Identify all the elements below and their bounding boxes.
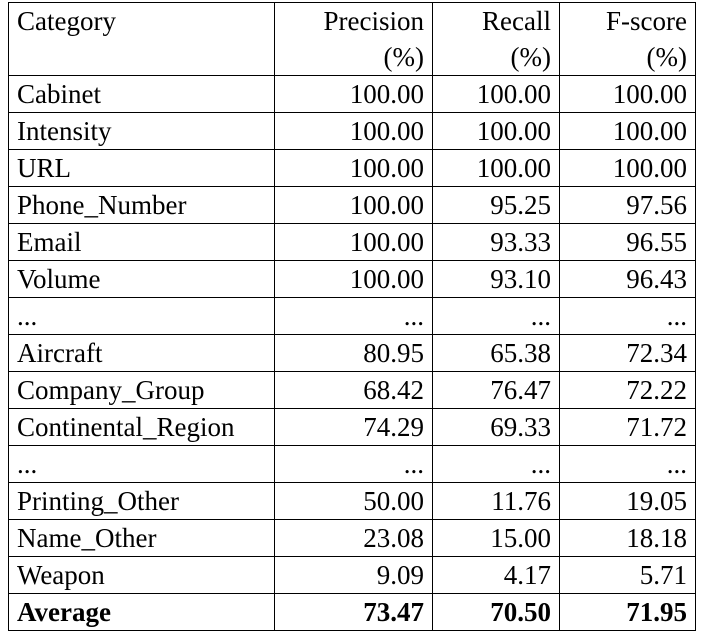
average-row bbox=[9, 594, 696, 631]
cell-fscore: 97.56 bbox=[560, 187, 696, 224]
cell-category: Name_Other bbox=[9, 520, 275, 557]
cell-category: Intensity bbox=[9, 113, 275, 150]
cell-category: Email bbox=[9, 224, 275, 261]
cell-fscore: ... bbox=[560, 446, 696, 483]
table-row bbox=[9, 520, 696, 557]
cell-recall: 93.33 bbox=[433, 224, 560, 261]
cell-precision: 80.95 bbox=[275, 335, 433, 372]
table-row bbox=[9, 372, 696, 409]
table-row bbox=[9, 224, 696, 261]
header-precision bbox=[275, 3, 433, 76]
table-row bbox=[9, 113, 696, 150]
average-recall: 70.50 bbox=[433, 594, 560, 631]
table-body bbox=[9, 76, 696, 594]
cell-fscore: 71.72 bbox=[560, 409, 696, 446]
table-row bbox=[9, 261, 696, 298]
average-label: Average bbox=[9, 594, 275, 631]
cell-recall: 100.00 bbox=[433, 113, 560, 150]
cell-precision: 9.09 bbox=[275, 557, 433, 594]
table-row bbox=[9, 187, 696, 224]
cell-fscore: 96.43 bbox=[560, 261, 696, 298]
cell-precision: ... bbox=[275, 298, 433, 335]
header-fscore-unit: (%) bbox=[646, 42, 687, 72]
cell-precision: 100.00 bbox=[275, 187, 433, 224]
cell-recall: 65.38 bbox=[433, 335, 560, 372]
cell-category: Aircraft bbox=[9, 335, 275, 372]
cell-recall: 95.25 bbox=[433, 187, 560, 224]
cell-fscore: 96.55 bbox=[560, 224, 696, 261]
table-row bbox=[9, 557, 696, 594]
cell-precision: 100.00 bbox=[275, 224, 433, 261]
cell-fscore: 5.71 bbox=[560, 557, 696, 594]
cell-precision: 50.00 bbox=[275, 483, 433, 520]
cell-fscore: 18.18 bbox=[560, 520, 696, 557]
table-row bbox=[9, 335, 696, 372]
cell-precision: 100.00 bbox=[275, 261, 433, 298]
table-row bbox=[9, 483, 696, 520]
cell-recall: 93.10 bbox=[433, 261, 560, 298]
cell-recall: 100.00 bbox=[433, 150, 560, 187]
table-row bbox=[9, 409, 696, 446]
table-row bbox=[9, 446, 696, 483]
cell-recall: 69.33 bbox=[433, 409, 560, 446]
cell-recall: 4.17 bbox=[433, 557, 560, 594]
header-precision-unit: (%) bbox=[383, 42, 424, 72]
cell-recall: 11.76 bbox=[433, 483, 560, 520]
cell-category: Cabinet bbox=[9, 76, 275, 113]
header-recall bbox=[433, 3, 560, 76]
cell-category: Company_Group bbox=[9, 372, 275, 409]
cell-precision: 100.00 bbox=[275, 76, 433, 113]
cell-fscore: 100.00 bbox=[560, 76, 696, 113]
table-row bbox=[9, 150, 696, 187]
average-fscore: 71.95 bbox=[560, 594, 696, 631]
cell-category: Volume bbox=[9, 261, 275, 298]
cell-category: Printing_Other bbox=[9, 483, 275, 520]
header-category: Category bbox=[9, 3, 275, 76]
header-fscore-label: F-score bbox=[606, 6, 687, 36]
cell-precision: 68.42 bbox=[275, 372, 433, 409]
cell-category: Continental_Region bbox=[9, 409, 275, 446]
header-recall-label: Recall bbox=[482, 6, 551, 36]
header-precision-label: Precision bbox=[323, 6, 424, 36]
table-row bbox=[9, 298, 696, 335]
header-fscore bbox=[560, 3, 696, 76]
cell-category: Phone_Number bbox=[9, 187, 275, 224]
cell-precision: 74.29 bbox=[275, 409, 433, 446]
cell-precision: 100.00 bbox=[275, 150, 433, 187]
cell-precision: 100.00 bbox=[275, 113, 433, 150]
cell-fscore: 19.05 bbox=[560, 483, 696, 520]
results-table bbox=[8, 2, 696, 631]
cell-recall: 15.00 bbox=[433, 520, 560, 557]
header-row bbox=[9, 3, 696, 76]
average-precision: 73.47 bbox=[275, 594, 433, 631]
cell-category: ... bbox=[9, 298, 275, 335]
cell-recall: 100.00 bbox=[433, 76, 560, 113]
cell-precision: ... bbox=[275, 446, 433, 483]
header-recall-unit: (%) bbox=[510, 42, 551, 72]
cell-category: ... bbox=[9, 446, 275, 483]
cell-fscore: 100.00 bbox=[560, 113, 696, 150]
cell-fscore: 100.00 bbox=[560, 150, 696, 187]
cell-category: Weapon bbox=[9, 557, 275, 594]
cell-fscore: ... bbox=[560, 298, 696, 335]
cell-fscore: 72.34 bbox=[560, 335, 696, 372]
table-row bbox=[9, 76, 696, 113]
cell-recall: ... bbox=[433, 298, 560, 335]
cell-recall: 76.47 bbox=[433, 372, 560, 409]
cell-fscore: 72.22 bbox=[560, 372, 696, 409]
cell-recall: ... bbox=[433, 446, 560, 483]
cell-category: URL bbox=[9, 150, 275, 187]
cell-precision: 23.08 bbox=[275, 520, 433, 557]
